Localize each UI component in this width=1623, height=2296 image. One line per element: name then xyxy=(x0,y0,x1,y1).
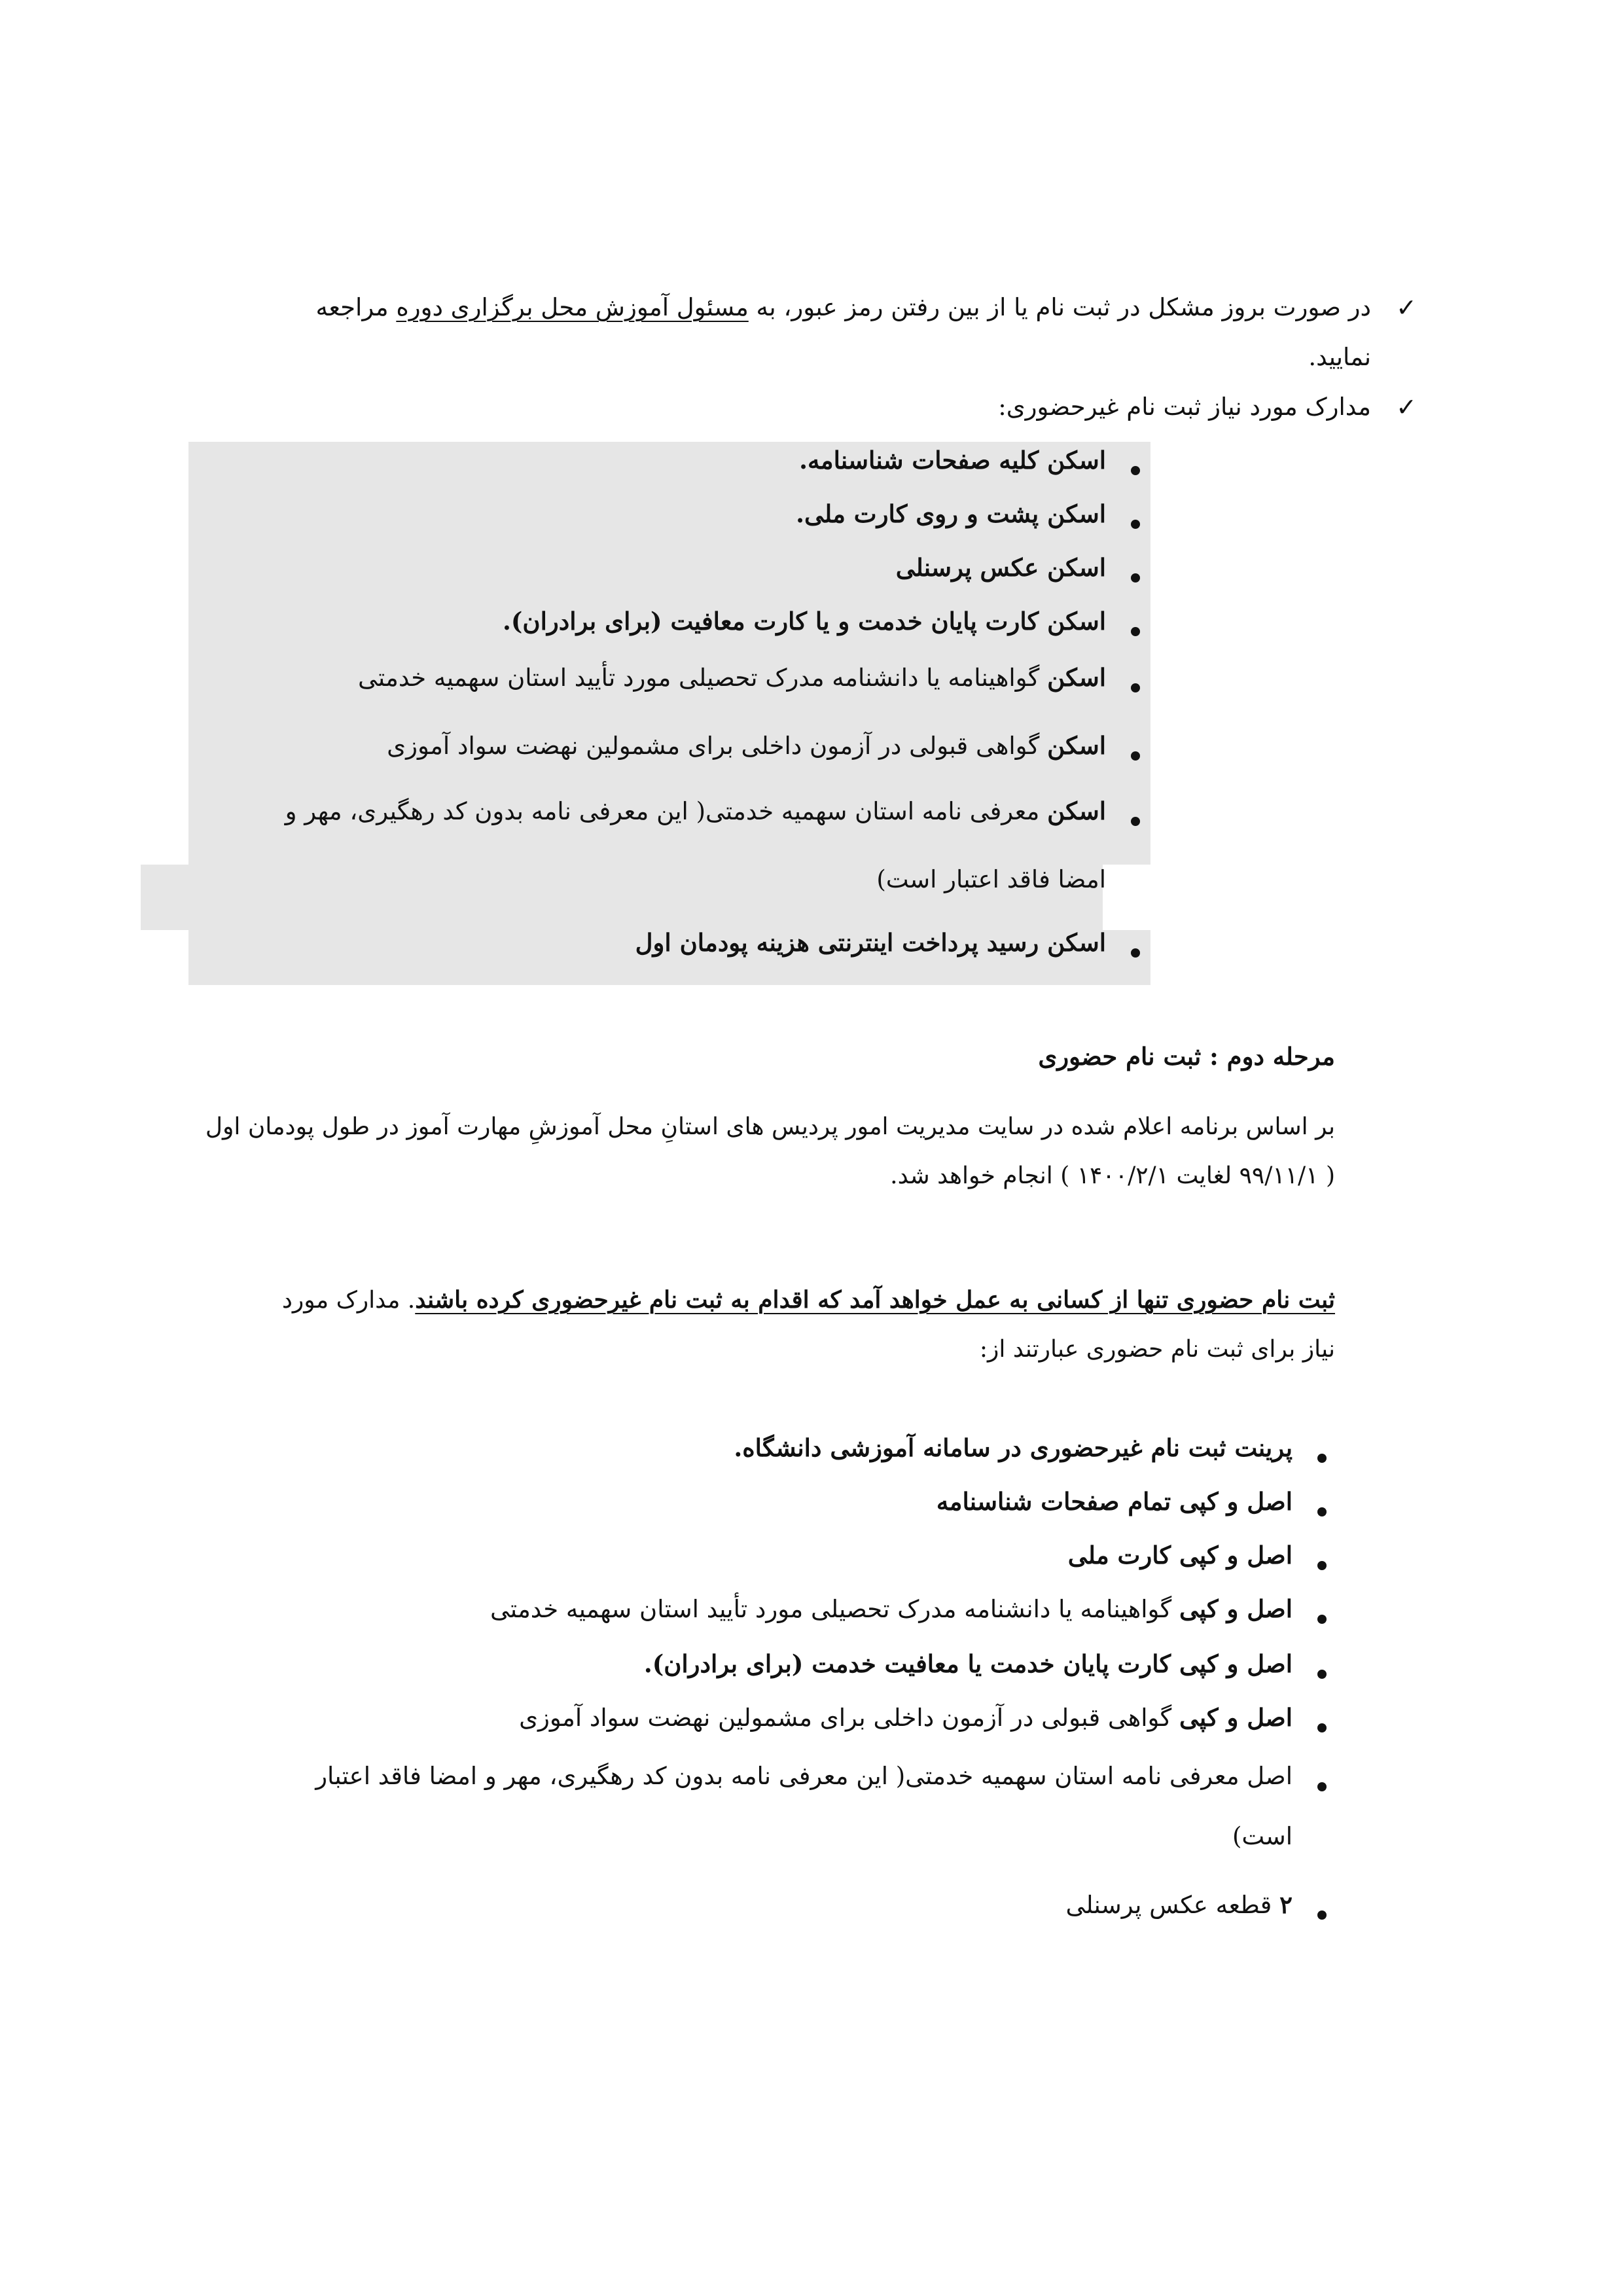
section-heading: مرحله دوم : ثبت نام حضوری xyxy=(1038,1042,1335,1071)
item-bold-text: اسکن پشت و روی کارت ملی. xyxy=(796,499,1106,528)
paragraph-line: ( ۹۹/۱۱/۱ لغایت ۱۴۰۰/۲/۱ ) انجام خواهد شد. xyxy=(890,1162,1335,1189)
bullet-icon xyxy=(1131,466,1140,475)
item-bold-text: اسکن عکس پرسنلی xyxy=(895,553,1106,582)
note-line: نیاز برای ثبت نام حضوری عبارتند از: xyxy=(979,1336,1335,1363)
list-item xyxy=(358,663,1106,692)
list-item xyxy=(796,499,1106,529)
check-item-contact xyxy=(187,293,1417,322)
bullet-icon xyxy=(1131,627,1140,636)
check-text-after: مراجعه xyxy=(315,293,397,321)
item-text: گواهی قبولی در آزمون داخلی برای مشمولین نهضت سواد آموزی xyxy=(519,1704,1180,1732)
list-item xyxy=(285,797,1106,826)
bullet-icon xyxy=(1131,683,1140,692)
item-bold-text: اصل و کپی کارت ملی xyxy=(1067,1541,1293,1570)
item-bold-text: اسکن xyxy=(1047,797,1106,825)
check-mark-icon: ✓ xyxy=(1396,293,1417,322)
item-text: گواهینامه یا دانشنامه مدرک تحصیلی مورد تأیید استان سهمیه خدمتی xyxy=(490,1595,1180,1623)
list-item xyxy=(635,928,1106,958)
list-item xyxy=(387,731,1106,761)
item-text: گواهی قبولی در آزمون داخلی برای مشمولین نهضت سواد آموزی xyxy=(387,732,1048,760)
item-bold-text: اسکن کارت پایان خدمت و یا کارت معافیت (برای برادران). xyxy=(503,607,1106,636)
responsible-officer-link: مسئول آموزش محل برگزاری دوره xyxy=(396,293,749,321)
item-bold-text: اسکن کلیه صفحات شناسنامه. xyxy=(799,446,1106,475)
item-text: معرفی نامه استان سهمیه خدمتی( این معرفی نامه بدون کد رهگیری، مهر و xyxy=(285,797,1048,825)
item-bold-text: اسکن xyxy=(1047,731,1106,760)
item-text: قطعه عکس پرسنلی xyxy=(1065,1891,1280,1919)
item-bold-text: اصل و کپی تمام صفحات شناسنامه xyxy=(936,1487,1293,1516)
paragraph-line: بر اساس برنامه اعلام شده در سایت مدیریت امور پردیس های استانِ محل آموزشِ مهارت آموز در طول پودمان اول xyxy=(205,1113,1335,1140)
list-item xyxy=(519,1703,1293,1732)
list-item xyxy=(936,1487,1293,1516)
item-bold-text: اصل و کپی کارت پایان خدمت یا معافیت خدمت (برای برادران). xyxy=(643,1649,1293,1678)
bullet-icon xyxy=(1317,1561,1327,1570)
check-item-contact-cont: نمایید. xyxy=(1308,343,1371,371)
bullet-icon xyxy=(1131,751,1140,761)
item-bold-text: پرینت ثبت نام غیرحضوری در سامانه آموزشی دانشگاه. xyxy=(734,1433,1293,1462)
item-bold-text: ۲ xyxy=(1279,1890,1293,1919)
list-item xyxy=(644,1649,1293,1679)
item-text: گواهینامه یا دانشنامه مدرک تحصیلی مورد تأیید استان سهمیه خدمتی xyxy=(358,664,1048,692)
item-bold-text: اسکن رسید پرداخت اینترنتی هزینه پودمان اول xyxy=(635,928,1106,957)
note-text: . مدارک مورد xyxy=(281,1287,416,1314)
item-bold-text: اصل و کپی xyxy=(1179,1594,1293,1623)
list-item-continuation: امضا فاقد اعتبار است) xyxy=(876,865,1106,893)
bullet-icon xyxy=(1131,520,1140,529)
bullet-icon xyxy=(1317,1782,1327,1791)
item-bold-text: اسکن xyxy=(1047,663,1106,692)
list-item xyxy=(734,1433,1293,1463)
list-item xyxy=(799,446,1106,475)
bullet-icon xyxy=(1317,1670,1327,1679)
list-item xyxy=(896,553,1106,583)
list-item xyxy=(315,1762,1293,1791)
list-item xyxy=(490,1594,1293,1624)
list-item xyxy=(1068,1541,1293,1570)
item-text: اصل معرفی نامه استان سهمیه خدمتی( این معرفی نامه بدون کد رهگیری، مهر و امضا فاقد اعتبار xyxy=(315,1762,1293,1790)
list-item xyxy=(503,607,1106,636)
note-bold-text: ثبت نام حضوری تنها از کسانی به عمل خواهد آمد که اقدام به ثبت نام غیرحضوری کرده باشند xyxy=(415,1286,1335,1314)
bullet-icon xyxy=(1131,948,1140,958)
check-text-before: در صورت بروز مشکل در ثبت نام یا از بین رفتن رمز عبور، به xyxy=(748,293,1371,321)
bullet-icon xyxy=(1317,1615,1327,1624)
bullet-icon xyxy=(1131,817,1140,826)
bullet-icon xyxy=(1131,573,1140,583)
bullet-icon xyxy=(1317,1723,1327,1732)
bullet-icon xyxy=(1317,1454,1327,1463)
check-text: مدارک مورد نیاز ثبت نام غیرحضوری: xyxy=(998,393,1371,421)
bullet-icon xyxy=(1317,1507,1327,1516)
check-mark-icon: ✓ xyxy=(1396,393,1417,422)
bullet-icon xyxy=(1317,1910,1327,1920)
item-bold-text: اصل و کپی xyxy=(1179,1703,1293,1732)
note-line xyxy=(282,1286,1335,1314)
list-item-continuation: است) xyxy=(1232,1822,1293,1850)
check-item-required-docs xyxy=(187,393,1417,422)
list-item xyxy=(1065,1890,1293,1920)
